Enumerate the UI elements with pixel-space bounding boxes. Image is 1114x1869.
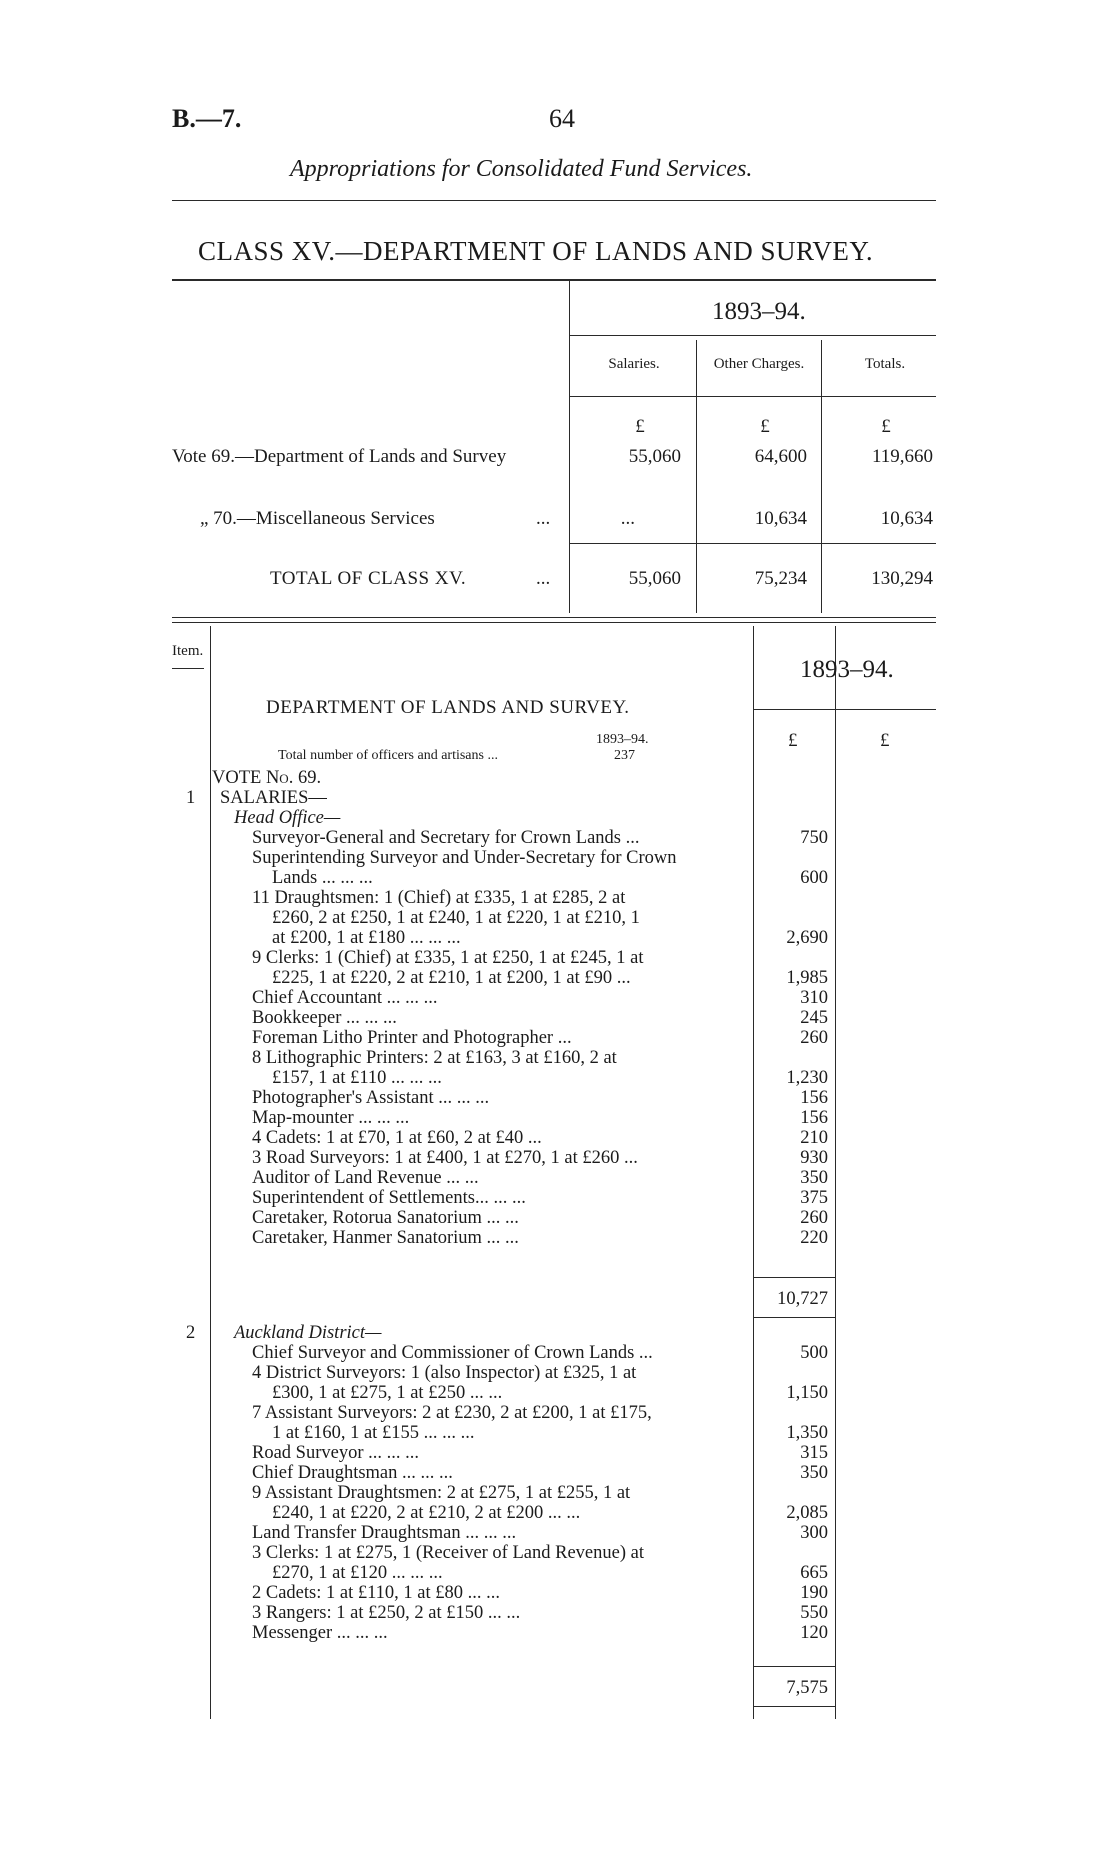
salary-amount: 1,985 <box>786 968 828 988</box>
salary-line: Photographer's Assistant ... ... ... <box>252 1088 490 1108</box>
currency-totals: £ <box>881 416 891 437</box>
salary-amount: 1,230 <box>786 1068 828 1088</box>
salary-line: Caretaker, Hanmer Sanatorium ... ... <box>252 1228 519 1248</box>
salary-line: Road Surveyor ... ... ... <box>252 1443 419 1463</box>
salary-amount: 260 <box>800 1208 828 1228</box>
vote-label: VOTE No. 69. <box>212 768 322 788</box>
salary-amount: 1,350 <box>786 1423 828 1443</box>
summary-total-total: 130,294 <box>871 568 933 589</box>
item-column-header: Item. <box>172 643 204 659</box>
salary-amount: 350 <box>800 1168 828 1188</box>
summary-total-salaries: 55,060 <box>628 568 681 589</box>
salary-line: Auditor of Land Revenue ... ... <box>252 1168 479 1188</box>
salary-line: £260, 2 at £250, 1 at £240, 1 at £220, 1 at £210, 1 <box>272 908 640 928</box>
salary-line: 11 Draughtsmen: 1 (Chief) at £335, 1 at £285, 2 at <box>252 888 626 908</box>
salary-line: Lands ... ... ... <box>272 868 373 888</box>
salary-line: Bookkeeper ... ... ... <box>252 1008 397 1028</box>
summary-row-label: „ 70.—Miscellaneous Services <box>200 508 435 529</box>
salary-amount: 750 <box>800 828 828 848</box>
salary-amount: 600 <box>800 868 828 888</box>
salary-line: 7 Assistant Surveyors: 2 at £230, 2 at £200, 1 at £175, <box>252 1403 652 1423</box>
class-title-rule <box>172 279 936 281</box>
leader-dots: ... <box>536 568 551 589</box>
summary-other: 64,600 <box>754 446 807 467</box>
summary-salaries: ... <box>620 508 635 529</box>
salary-amount: 260 <box>800 1028 828 1048</box>
summary-other: 10,634 <box>754 508 807 529</box>
salary-line: Caretaker, Rotorua Sanatorium ... ... <box>252 1208 519 1228</box>
leader-dots: ... <box>536 508 551 529</box>
salary-amount: 500 <box>800 1343 828 1363</box>
currency-salaries: £ <box>635 416 645 437</box>
section-title: Auckland District— <box>234 1323 382 1343</box>
salary-line: 4 District Surveyors: 1 (also Inspector) at £325, 1 at <box>252 1363 637 1383</box>
salary-line: at £200, 1 at £180 ... ... ... <box>272 928 461 948</box>
salary-amount: 2,690 <box>786 928 828 948</box>
salary-line: Surveyor-General and Secretary for Crown Lands ... <box>252 828 640 848</box>
salary-line: Land Transfer Draughtsman ... ... ... <box>252 1523 517 1543</box>
salary-amount: 310 <box>800 988 828 1008</box>
section-title: Head Office— <box>234 808 341 828</box>
currency-symbol: £ <box>880 730 890 751</box>
col-salaries: Salaries. <box>608 356 660 372</box>
subtotal-amount: 7,575 <box>786 1678 828 1698</box>
page-number: 64 <box>549 104 575 133</box>
summary-year: 1893–94. <box>712 298 806 325</box>
salary-line: 8 Lithographic Printers: 2 at £163, 3 at £160, 2 at <box>252 1048 617 1068</box>
officers-count: 237 <box>614 748 635 763</box>
salary-line: Map-mounter ... ... ... <box>252 1108 410 1128</box>
salary-amount: 375 <box>800 1188 828 1208</box>
detail-year: 1893–94. <box>800 656 894 683</box>
salary-amount: 190 <box>800 1583 828 1603</box>
salary-line: Chief Draughtsman ... ... ... <box>252 1463 453 1483</box>
document-code: B.—7. <box>172 104 242 133</box>
salary-amount: 315 <box>800 1443 828 1463</box>
header-rule <box>172 200 936 201</box>
salary-line: Messenger ... ... ... <box>252 1623 388 1643</box>
salary-amount: 210 <box>800 1128 828 1148</box>
department-title: DEPARTMENT OF LANDS AND SURVEY. <box>266 697 630 718</box>
salary-line: 1 at £160, 1 at £155 ... ... ... <box>272 1423 475 1443</box>
salary-line: £240, 1 at £220, 2 at £210, 2 at £200 ... ... <box>272 1503 581 1523</box>
salary-line: £270, 1 at £120 ... ... ... <box>272 1563 443 1583</box>
salary-amount: 156 <box>800 1088 828 1108</box>
salary-line: £300, 1 at £275, 1 at £250 ... ... <box>272 1383 503 1403</box>
salary-line: Chief Surveyor and Commissioner of Crown Lands ... <box>252 1343 653 1363</box>
summary-total: 10,634 <box>880 508 933 529</box>
page-subtitle: Appropriations for Consolidated Fund Services. <box>290 156 753 182</box>
currency-other: £ <box>760 416 770 437</box>
summary-total: 119,660 <box>871 446 933 467</box>
item-number: 1 <box>186 788 196 808</box>
summary-total-label: TOTAL OF CLASS XV. <box>270 568 467 589</box>
class-title: CLASS XV.—DEPARTMENT OF LANDS AND SURVEY. <box>198 236 874 266</box>
officers-year: 1893–94. <box>596 732 649 747</box>
salary-amount: 550 <box>800 1603 828 1623</box>
salary-line: Superintending Surveyor and Under-Secretary for Crown <box>252 848 677 868</box>
salary-amount: 1,150 <box>786 1383 828 1403</box>
salary-line: Chief Accountant ... ... ... <box>252 988 438 1008</box>
summary-row-label: Vote 69.—Department of Lands and Survey <box>172 446 507 467</box>
salary-amount: 120 <box>800 1623 828 1643</box>
summary-salaries: 55,060 <box>628 446 681 467</box>
salary-line: 3 Road Surveyors: 1 at £400, 1 at £270, 1 at £260 ... <box>252 1148 638 1168</box>
salary-amount: 156 <box>800 1108 828 1128</box>
salary-amount: 350 <box>800 1463 828 1483</box>
salary-amount: 300 <box>800 1523 828 1543</box>
currency-symbol: £ <box>788 730 798 751</box>
col-totals: Totals. <box>864 356 906 372</box>
salary-line: £225, 1 at £220, 2 at £210, 1 at £200, 1 at £90 ... <box>272 968 631 988</box>
salary-line: 3 Rangers: 1 at £250, 2 at £150 ... ... <box>252 1603 521 1623</box>
salaries-label: SALARIES— <box>220 788 327 808</box>
salary-amount: 930 <box>800 1148 828 1168</box>
subtotal-amount: 10,727 <box>777 1289 828 1309</box>
officers-label: Total number of officers and artisans ... <box>278 748 498 763</box>
col-other-charges: Other Charges. <box>713 356 805 372</box>
salary-amount: 245 <box>800 1008 828 1028</box>
salary-line: Foreman Litho Printer and Photographer ... <box>252 1028 572 1048</box>
salary-amount: 2,085 <box>786 1503 828 1523</box>
salary-amount: 220 <box>800 1228 828 1248</box>
item-number: 2 <box>186 1323 196 1343</box>
salary-line: Superintendent of Settlements... ... ... <box>252 1188 526 1208</box>
salary-line: 9 Clerks: 1 (Chief) at £335, 1 at £250, 1 at £245, 1 at <box>252 948 644 968</box>
salary-line: 3 Clerks: 1 at £275, 1 (Receiver of Land Revenue) at <box>252 1543 644 1563</box>
salary-line: 4 Cadets: 1 at £70, 1 at £60, 2 at £40 ... <box>252 1128 542 1148</box>
salary-line: 2 Cadets: 1 at £110, 1 at £80 ... ... <box>252 1583 501 1603</box>
salary-line: 9 Assistant Draughtsmen: 2 at £275, 1 at £255, 1 at <box>252 1483 631 1503</box>
salary-amount: 665 <box>800 1563 828 1583</box>
summary-total-other: 75,234 <box>754 568 807 589</box>
salary-line: £157, 1 at £110 ... ... ... <box>272 1068 442 1088</box>
